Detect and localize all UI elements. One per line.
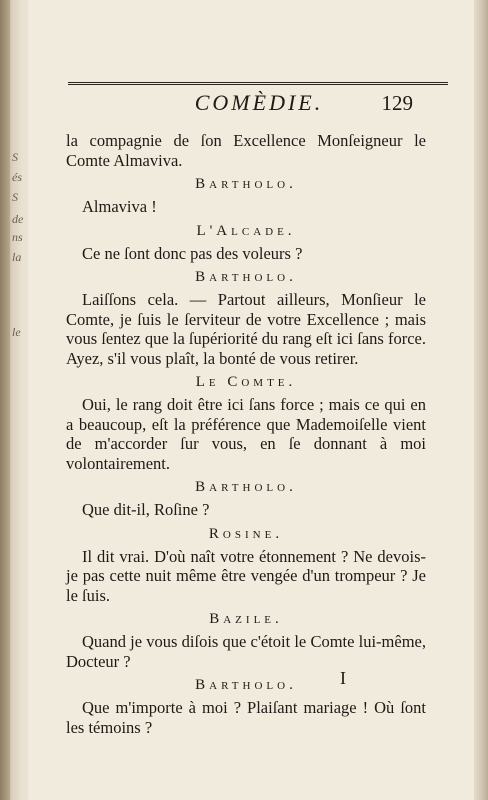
dialogue-paragraph: la compagnie de ſon Excellence Monſeigneur le Comte Almaviva. — [66, 131, 426, 170]
dialogue-paragraph: Oui, le rang doit être ici ſans force ; mais ce qui en a beaucoup, eſt la préférence que Mademoiſelle vient de m'accorder ſur vous, en ſe donnant à moi volontairement. — [66, 395, 426, 473]
binding-edge — [0, 0, 10, 800]
dialogue-paragraph: Que m'importe à moi ? Plaiſant mariage ! Où ſont les témoins ? — [66, 698, 426, 737]
page-number: 129 — [381, 91, 413, 115]
dialogue-paragraph: Ce ne ſont donc pas des voleurs ? — [82, 243, 303, 263]
speaker-name: Le Comte. — [195, 374, 297, 390]
book-page — [28, 0, 476, 800]
dialogue-paragraph: Almaviva ! — [82, 197, 157, 216]
prev-page-fragment: ns — [12, 230, 23, 244]
speaker-name: L'Alcade. — [196, 222, 296, 239]
catchword: I — [340, 668, 346, 688]
speaker-name: Bartholo. — [195, 677, 297, 693]
dialogue-paragraph: Quand je vous diſois que c'étoit le Comte lui-même, Docteur ? — [66, 632, 426, 671]
dialogue-paragraph: Laiſſons cela. — Partout ailleurs, Monſieur le Comte, je ſuis le ſerviteur de votre Excellence ; mais vous ſentez que la ſupériorité du rang eſt ici ſans force. Ayez, s'il vous plaît, la bonté de vous retirer. — [66, 290, 426, 368]
speaker-name: Rosine. — [208, 525, 284, 542]
running-head: COMÈDIE. — [194, 90, 324, 115]
play-text — [66, 131, 426, 737]
speaker-name: Bartholo. — [195, 269, 297, 285]
prev-page-fragment: la — [12, 250, 22, 264]
prev-page-fragment: de — [12, 212, 24, 226]
speaker-name: Bartholo. — [195, 176, 297, 192]
speaker-name: Bartholo. — [195, 479, 297, 495]
prev-page-fragment: le — [12, 325, 21, 339]
speaker-name: Bazile. — [209, 611, 283, 627]
prev-page-fragment: S — [12, 150, 18, 164]
page-edge — [474, 0, 488, 800]
previous-page-edge — [10, 0, 24, 800]
dialogue-paragraph: Que dit-il, Roſine ? — [82, 500, 210, 519]
prev-page-fragment: S — [12, 190, 18, 204]
header-rule — [68, 82, 448, 85]
dialogue-paragraph: Il dit vrai. D'où naît votre étonnement ? Ne devois-je pas cette nuit même être vengée d'un trompeur ? Je le ſuis. — [66, 546, 426, 605]
prev-page-fragment: és — [12, 170, 22, 184]
